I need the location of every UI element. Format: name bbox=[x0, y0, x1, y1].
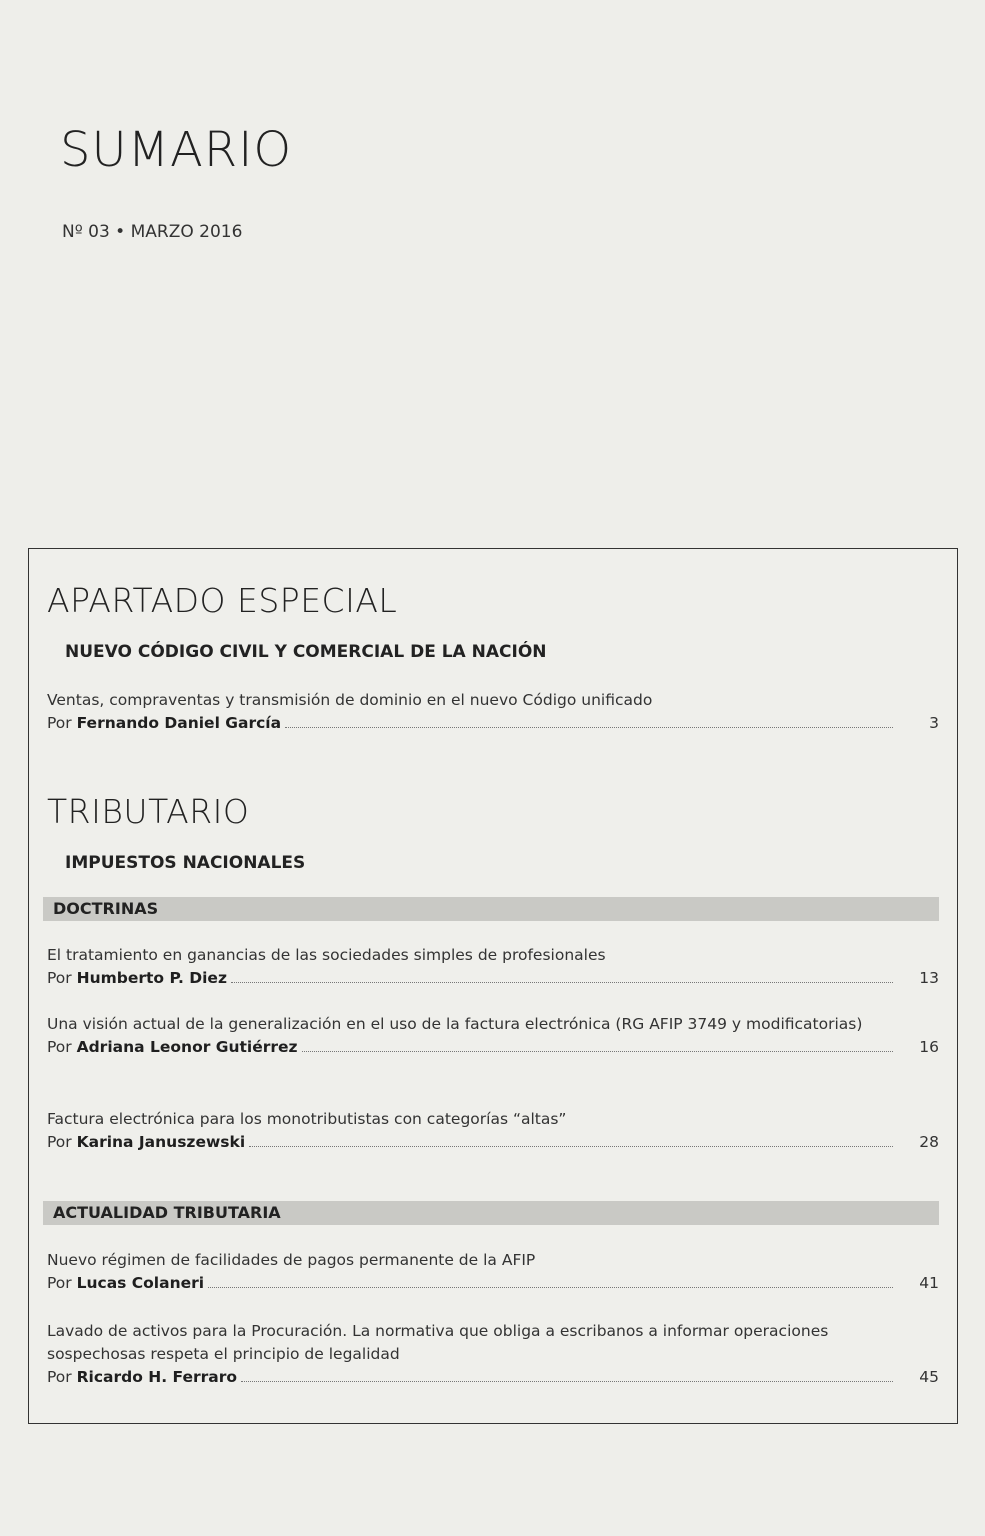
entry-author: Humberto P. Diez bbox=[76, 969, 227, 987]
group-label: ACTUALIDAD TRIBUTARIA bbox=[53, 1203, 281, 1222]
dot-leader bbox=[285, 727, 893, 728]
dot-leader bbox=[302, 1051, 893, 1052]
entry-title: Nuevo régimen de facilidades de pagos permanente de la AFIP bbox=[47, 1251, 536, 1269]
entry-author: Adriana Leonor Gutiérrez bbox=[76, 1038, 298, 1056]
issue-info: Nº 03 • MARZO 2016 bbox=[62, 222, 243, 242]
toc-entry[interactable] bbox=[47, 1249, 939, 1295]
group-label: DOCTRINAS bbox=[53, 899, 159, 918]
entry-por: Por bbox=[47, 1133, 72, 1151]
entry-page: 45 bbox=[919, 1368, 939, 1386]
entry-author: Karina Januszewski bbox=[76, 1133, 246, 1151]
contents-box bbox=[28, 548, 958, 1424]
entry-author: Fernando Daniel García bbox=[76, 714, 282, 732]
subsection-codigo-civil: NUEVO CÓDIGO CIVIL Y COMERCIAL DE LA NACIÓN bbox=[65, 642, 547, 662]
group-band-actualidad-tributaria bbox=[43, 1201, 939, 1225]
entry-title: Ventas, compraventas y transmisión de dominio en el nuevo Código unificado bbox=[47, 691, 653, 709]
entry-page: 13 bbox=[919, 969, 939, 987]
entry-page: 16 bbox=[919, 1038, 939, 1056]
entry-author: Ricardo H. Ferraro bbox=[76, 1368, 238, 1386]
dot-leader bbox=[249, 1146, 893, 1147]
toc-entry[interactable] bbox=[47, 1013, 939, 1059]
toc-entry[interactable] bbox=[47, 944, 939, 990]
entry-title: Lavado de activos para la Procuración. La normativa que obliga a escribanos a informar operaciones sospechosas respeta el principio de legalidad bbox=[47, 1322, 829, 1363]
entry-por: Por bbox=[47, 1274, 72, 1292]
entry-por: Por bbox=[47, 1368, 72, 1386]
entry-author: Lucas Colaneri bbox=[76, 1274, 205, 1292]
entry-page: 41 bbox=[919, 1274, 939, 1292]
section-title-tributario: TRIBUTARIO bbox=[47, 792, 250, 831]
dot-leader bbox=[241, 1381, 893, 1382]
subsection-impuestos-nacionales: IMPUESTOS NACIONALES bbox=[65, 853, 306, 873]
entry-por: Por bbox=[47, 714, 72, 732]
entry-por: Por bbox=[47, 969, 72, 987]
entry-title: El tratamiento en ganancias de las sociedades simples de profesionales bbox=[47, 946, 606, 964]
entry-page: 28 bbox=[919, 1133, 939, 1151]
entry-title: Una visión actual de la generalización en el uso de la factura electrónica (RG AFIP 3749 y modificatorias) bbox=[47, 1015, 863, 1033]
entry-por: Por bbox=[47, 1038, 72, 1056]
toc-entry[interactable] bbox=[47, 689, 939, 735]
toc-entry[interactable] bbox=[47, 1108, 939, 1154]
section-title-apartado-especial: APARTADO ESPECIAL bbox=[47, 581, 398, 620]
page-title: SUMARIO bbox=[60, 122, 293, 178]
toc-entry[interactable] bbox=[47, 1320, 939, 1389]
dot-leader bbox=[208, 1287, 893, 1288]
entry-title: Factura electrónica para los monotributistas con categorías “altas” bbox=[47, 1110, 567, 1128]
entry-page: 3 bbox=[929, 714, 939, 732]
group-band-doctrinas bbox=[43, 897, 939, 921]
dot-leader bbox=[231, 982, 893, 983]
